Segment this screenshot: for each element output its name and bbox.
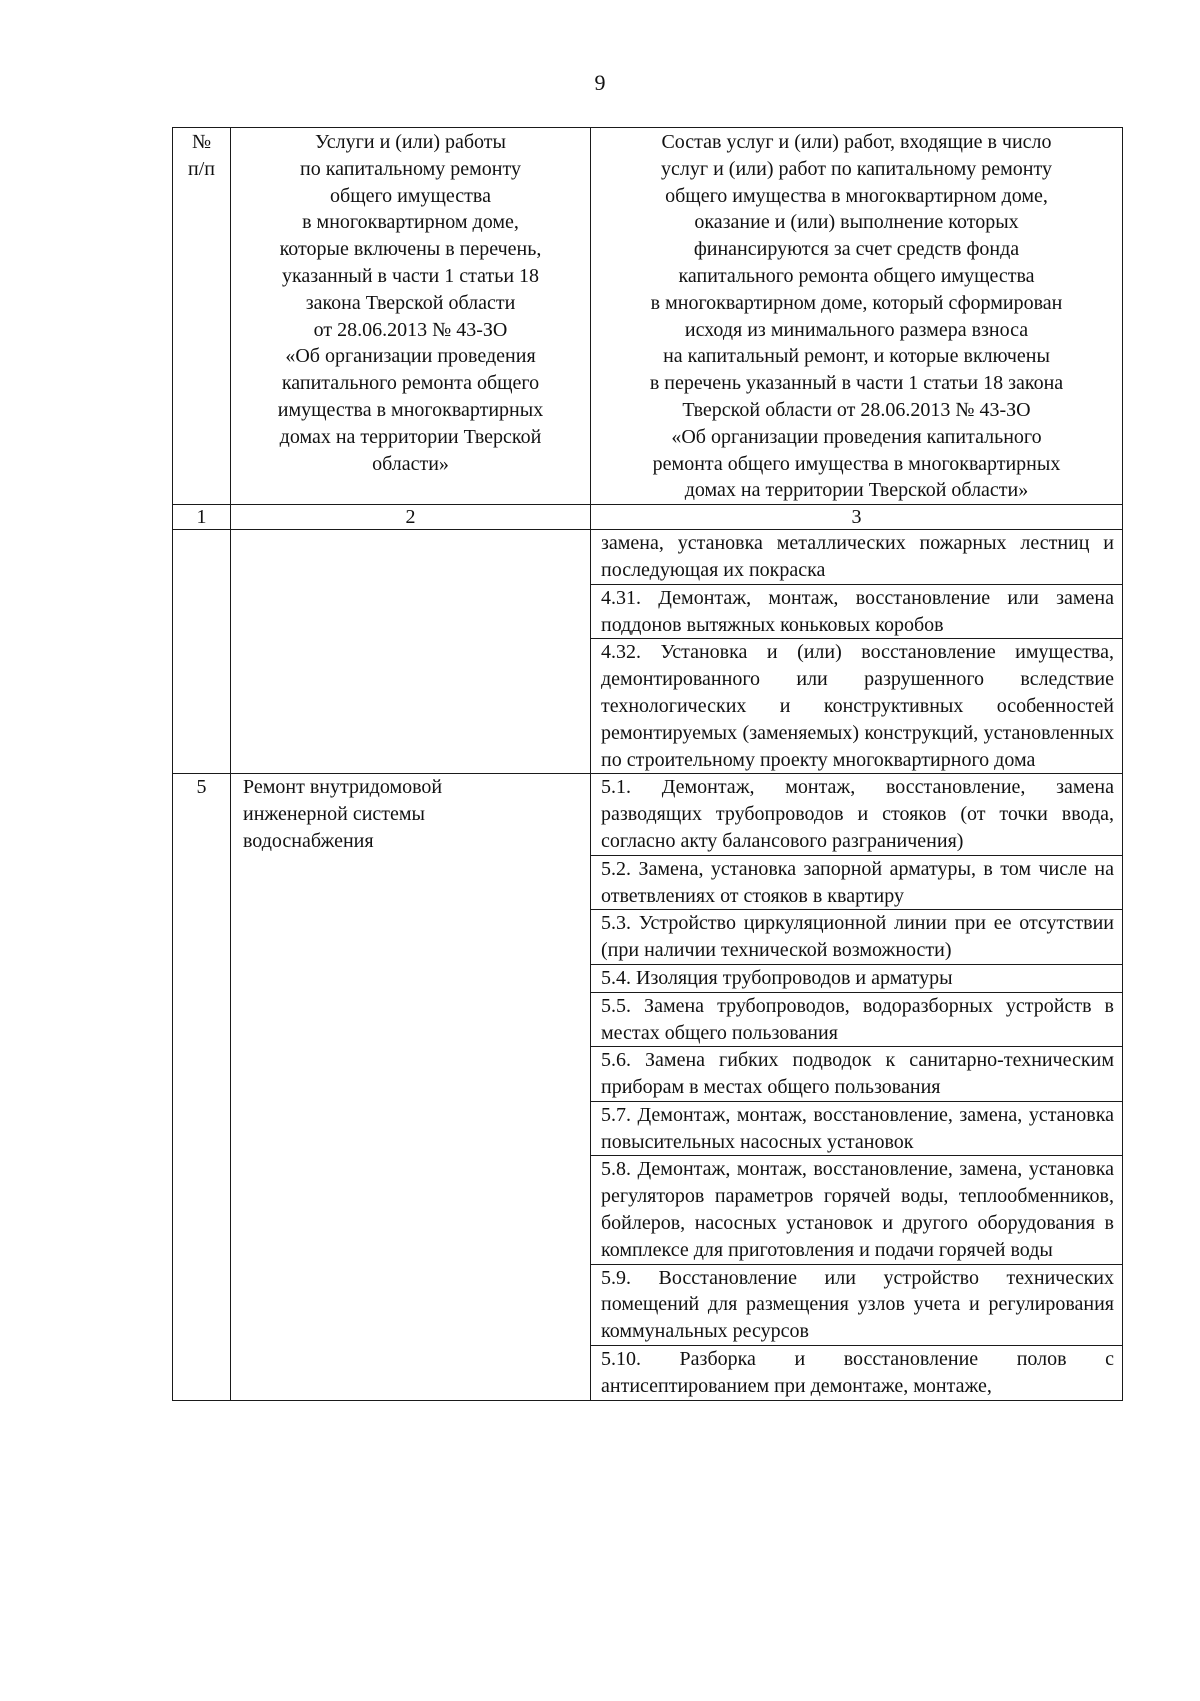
column-number-row (173, 505, 1123, 530)
row-number-empty (173, 530, 231, 774)
service-line: Ремонт внутридомовой (243, 776, 443, 799)
column-number: 3 (591, 505, 1123, 530)
work-item: 5.2. Замена, установка запорной арматуры, в том числе на ответвлениях от стояков в квартиру (591, 855, 1123, 910)
work-item: 5.4. Изоляция трубопроводов и арматуры (591, 964, 1123, 992)
header-line: «Об организации проведения капитального (671, 425, 1042, 448)
work-item: замена, установка металлических пожарных лестниц и последующая их покраска (591, 530, 1123, 585)
header-line: на капитальный ремонт, и которые включены (663, 345, 1050, 368)
work-item: 5.6. Замена гибких подводок к санитарно-техническим приборам в местах общего пользования (591, 1047, 1123, 1102)
header-line: общего имущества в многоквартирном доме, (665, 184, 1048, 207)
work-item: 4.31. Демонтаж, монтаж, восстановление или замена поддонов вытяжных коньковых коробов (591, 584, 1123, 639)
header-line: финансируются за счет средств фонда (693, 238, 1020, 261)
work-item: 5.3. Устройство циркуляционной линии при ее отсутствии (при наличии технической возможности) (591, 910, 1123, 965)
header-line: ремонта общего имущества в многоквартирных (652, 452, 1061, 475)
header-line: в перечень указанный в части 1 статьи 18 закона (649, 372, 1064, 395)
header-line: по капитальному ремонту (300, 157, 521, 180)
service-line: водоснабжения (243, 829, 374, 852)
header-line: исходя из минимального размера взноса (684, 318, 1029, 341)
header-line: закона Тверской области (305, 291, 516, 314)
header-line: домах на территории Тверской области» (684, 479, 1029, 502)
row-number: 5 (173, 774, 231, 1400)
header-number (173, 128, 231, 505)
header-line: «Об организации проведения (285, 345, 536, 368)
service-line: инженерной системы (243, 803, 425, 826)
table-row (173, 774, 1123, 855)
header-services (231, 128, 591, 505)
table-row (173, 530, 1123, 585)
header-line: общего имущества (330, 184, 491, 207)
header-line: услуг и (или) работ по капитальному ремонту (661, 157, 1052, 180)
column-number: 1 (173, 505, 231, 530)
header-line: оказание и (или) выполнение которых (694, 211, 1019, 234)
header-line: Тверской области от 28.06.2013 № 43-ЗО (682, 398, 1031, 421)
column-number: 2 (231, 505, 591, 530)
work-item: 4.32. Установка и (или) восстановление имущества, демонтированного или разрушенного вследствие технологических и конструктивных особенностей ремонтируемых (заменяемых) конструкций, установленных по строительному проекту многоквартирного дома (591, 639, 1123, 774)
row-service (231, 774, 591, 1400)
row-service-empty (231, 530, 591, 774)
header-line: капитального ремонта общего (281, 372, 540, 395)
header-line: имущества в многоквартирных (277, 398, 544, 421)
work-item: 5.10. Разборка и восстановление полов с антисептированием при демонтаже, монтаже, (591, 1346, 1123, 1401)
header-line: капитального ремонта общего имущества (678, 264, 1035, 287)
header-line: области» (372, 452, 449, 475)
header-line: Состав услуг и (или) работ, входящие в число (661, 131, 1052, 153)
capital-repair-table (172, 127, 1123, 1401)
header-line: от 28.06.2013 № 43-ЗО (313, 318, 508, 341)
work-item: 5.8. Демонтаж, монтаж, восстановление, замена, установка регуляторов параметров горячей воды, теплообменников, бойлеров, насосных установок и другого оборудования в комплексе для приготовления и подачи горячей воды (591, 1156, 1123, 1264)
header-line: в многоквартирном доме, (302, 211, 519, 234)
table-header-row (173, 128, 1123, 505)
work-item: 5.9. Восстановление или устройство технических помещений для размещения узлов учета и регулирования коммунальных ресурсов (591, 1264, 1123, 1345)
page-number: 9 (594, 70, 606, 95)
header-line: которые включены в перечень, (279, 238, 542, 261)
work-item: 5.5. Замена трубопроводов, водоразборных устройств в местах общего пользования (591, 992, 1123, 1047)
work-item: 5.1. Демонтаж, монтаж, восстановление, замена разводящих трубопроводов и стояков (от точки ввода, согласно акту балансового разграничения) (591, 774, 1123, 855)
header-composition (591, 128, 1123, 505)
header-line: указанный в части 1 статьи 18 (281, 264, 540, 287)
header-line: в многоквартирном доме, который сформирован (650, 291, 1063, 314)
header-line: Услуги и (или) работы (315, 131, 506, 153)
header-line: домах на территории Тверской (279, 425, 542, 448)
header-line: п/п (188, 157, 215, 180)
header-line: № (191, 131, 212, 153)
work-item: 5.7. Демонтаж, монтаж, восстановление, замена, установка повысительных насосных установок (591, 1101, 1123, 1156)
